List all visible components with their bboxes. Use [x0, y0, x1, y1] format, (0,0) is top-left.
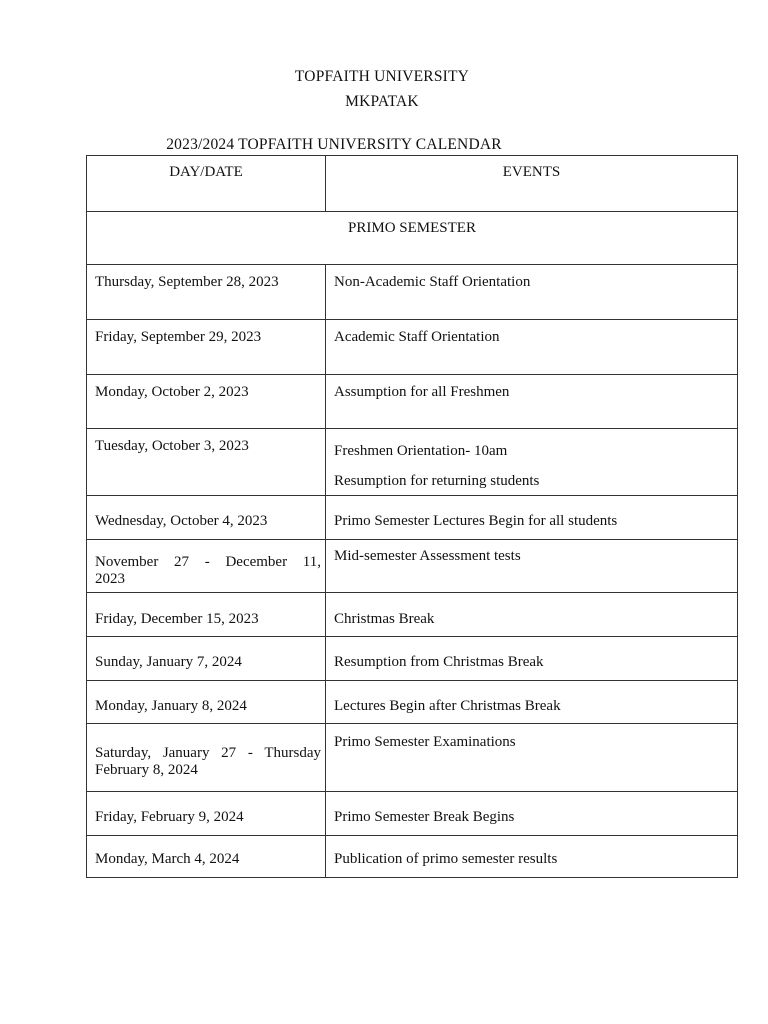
- row-event: Primo Semester Examinations: [326, 724, 738, 792]
- table-header-row: [87, 156, 738, 212]
- row-event: Assumption for all Freshmen: [326, 375, 738, 429]
- row-date: Friday, February 9, 2024: [87, 792, 326, 836]
- row-date-line: 2023: [95, 571, 125, 587]
- row-date: Friday, December 15, 2023: [87, 593, 326, 637]
- table-row: [87, 540, 738, 593]
- row-date: Wednesday, October 4, 2023: [87, 496, 326, 540]
- row-date: Monday, October 2, 2023: [87, 375, 326, 429]
- row-event: Resumption from Christmas Break: [326, 637, 738, 681]
- row-event: Publication of primo semester results: [326, 836, 738, 878]
- table-row: [87, 681, 738, 724]
- column-header-events: EVENTS: [326, 156, 738, 212]
- university-location: MKPATAK: [345, 93, 419, 110]
- calendar-title: 2023/2024 TOPFAITH UNIVERSITY CALENDAR: [166, 136, 502, 153]
- row-event: Lectures Begin after Christmas Break: [326, 681, 738, 724]
- row-date: Tuesday, October 3, 2023: [87, 429, 326, 496]
- row-date: Friday, September 29, 2023: [87, 320, 326, 375]
- column-header-date: DAY/DATE: [87, 156, 326, 212]
- table-row: [87, 637, 738, 681]
- row-event: [326, 429, 738, 496]
- row-event: Non-Academic Staff Orientation: [326, 265, 738, 320]
- table-row: [87, 593, 738, 637]
- table-row: [87, 375, 738, 429]
- table-row: [87, 265, 738, 320]
- row-date: Sunday, January 7, 2024: [87, 637, 326, 681]
- row-event-line: Freshmen Orientation- 10am: [334, 443, 508, 459]
- row-date-line: Saturday, January 27 - Thursday: [95, 745, 321, 761]
- table-row: [87, 836, 738, 878]
- table-row: [87, 429, 738, 496]
- row-event: Primo Semester Lectures Begin for all students: [326, 496, 738, 540]
- row-event: Primo Semester Break Begins: [326, 792, 738, 836]
- table-row: [87, 792, 738, 836]
- calendar-table: [86, 155, 738, 878]
- row-date: Thursday, September 28, 2023: [87, 265, 326, 320]
- row-date: [87, 724, 326, 792]
- row-date-line: February 8, 2024: [95, 762, 198, 778]
- row-event-line: Resumption for returning students: [334, 473, 540, 489]
- row-date-line: November 27 - December 11,: [95, 554, 321, 570]
- section-primo-semester: PRIMO SEMESTER: [87, 212, 738, 265]
- row-event: Mid-semester Assessment tests: [326, 540, 738, 593]
- table-row: [87, 496, 738, 540]
- row-date: Monday, March 4, 2024: [87, 836, 326, 878]
- table-row: [87, 320, 738, 375]
- section-row: [87, 212, 738, 265]
- row-event: Academic Staff Orientation: [326, 320, 738, 375]
- row-event: Christmas Break: [326, 593, 738, 637]
- table-row: [87, 724, 738, 792]
- row-date: Monday, January 8, 2024: [87, 681, 326, 724]
- university-name: TOPFAITH UNIVERSITY: [294, 68, 470, 85]
- row-date: [87, 540, 326, 593]
